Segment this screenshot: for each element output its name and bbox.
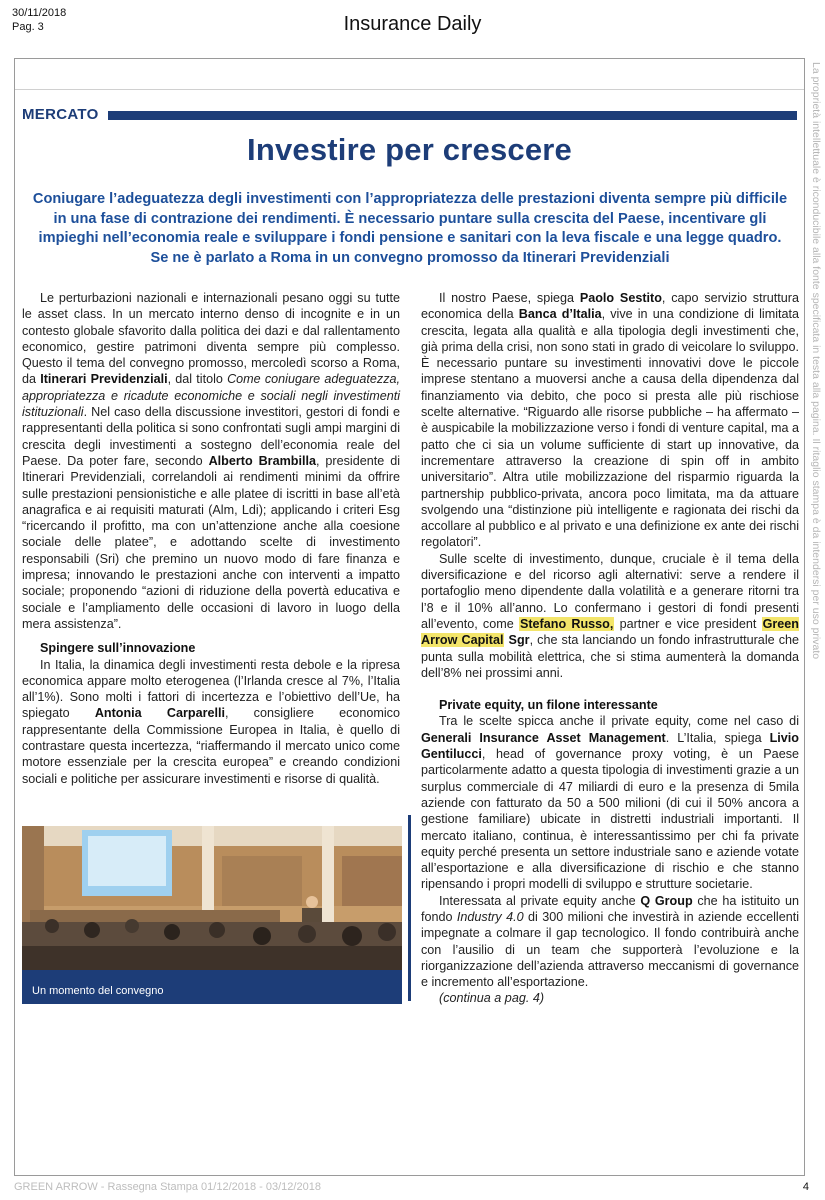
person-name: Alberto Brambilla [208,453,316,468]
article-lead: Coniugare l’adeguatezza degli investimenti con l’appropriatezza delle prestazioni diventa sempre più difficile in una fase di contrazione dei rendimenti. È necessario puntare sulla crescita del Paese, incentivare gli impieghi nell’economia reale e sviluppare i fondi pensione e sanitari con la leva fiscale e una legge quadro. Se ne è parlato a Roma in un convegno promosso da Itinerari Previdenziali [32,191,788,266]
person-name: Antonia Carparelli [94,706,225,721]
text-run: , vive in una condizione di limitata crescita, legata alla qualità e alla tipologia degli investimenti che, già prima della crisi, non sono stati in grado di veicolare lo sviluppo. È necessario puntare su investimenti innovativi dove le piccole imprese stentano a muoversi anche a causa della dipendenza dal finanziamento via debito, che poco si presta alle più rischiose scelte alternative. “Riguardo alle risorse pubbliche – ha affermato – è auspicabile la mobilizzazione verso i fondi di venture capital, ma a patto che ci sia un volume sufficiente di start up innovative, da incrementare attraverso la creazione di spin off in ambito universitario”. Altra utile mobilizzazione del risparmio riguarda la partnership pubblico-privata, ancora poco limitata, ma da attuare svolgendo una “distinzione più intelligente e ragionata dei rischi da accollare al pubblico e al privato e una definizione ex ante dei rischi regolatori”. [421,307,800,550]
text-run: , presidente di Itinerari Previdenziali, correlandoli ai rendimenti minimi da offrire sulle prestazioni pensionistiche e alle platee di iscritti in base all’età anagrafica e ai requisiti maturati (Alm, Ldi); applicando i criteri Esg “ricercando il profitto, ma con un’attenzione anche alla coesione sociale delle platee”, e adottando scelte di investimento responsabili (Sri) che premino un nuovo modo di fare finanza e impresa; innovando le prestazioni anche con interventi a impatto sociale; proponendo “azioni di riduzione della povertà educativa e sociale e l’ampliamento delle occasioni di lavoro in luogo della mera assistenza”. [22,453,400,631]
frame-top-rule [15,89,804,90]
clipping-date: 30/11/2018 [12,7,67,19]
section-label: MERCATO [22,106,99,123]
event-title: Come coniugare adeguatezza, appropriatezza e ricadute economiche e sociali negli investimenti istituzionali [22,372,400,420]
text-run: Sulle scelte di investimento, dunque, cruciale è il tema della diversificazione e del ricorso agli alternativi: serve a rendere il portafoglio meno dipendente dalla volatilità e a generare ritorni tra l’8 e il 10% all’anno. Lo confermano i gestori di fondi presenti all’evento, come [421,551,799,631]
conference-photo [22,826,402,970]
paragraph [22,290,400,632]
highlighted-org-name: Green Arrow Capital [421,616,799,648]
org-name: Generali Insurance Asset Management [421,730,666,745]
text-run: Interessata al private equity anche [439,893,641,908]
org-name-suffix: Sgr [504,633,530,648]
text-run: Tra le scelte spicca anche il private equity, come nel caso di [439,714,799,729]
copyright-side-note: La proprietà intellettuale è riconducibile alla fonte specificata in testa alla pagina. Il ritaglio stampa è da intendersi per uso privato [810,62,822,660]
photo-caption: Un momento del convegno [22,970,402,1004]
org-name: Q Group [640,893,693,908]
right-column [421,290,799,1007]
org-name: Itinerari Previdenziali [40,372,168,387]
text-run: Il nostro Paese, spiega [439,291,580,305]
continuation-note [421,990,799,1006]
clipping-page: Pag. 3 [12,21,44,33]
text-run: partner e vice president [614,616,762,631]
text-run: , consigliere economico rappresentante della Commissione Europea in Italia, è quello di contrastare questa incertezza, “riaffermando il mercato unico come motore essenziale per la crescita europea” e creando condizioni sociali e politiche per assicurare investimenti e risorse di qualità. [22,706,400,786]
highlighted-person-name: Stefano Russo, [519,616,614,631]
paragraph [421,713,799,892]
paragraph [421,551,799,681]
paragraph [421,893,799,991]
text-run: , dal titolo [167,372,228,387]
publication-name: Insurance Daily [343,13,482,35]
fund-name: Industry 4.0 [456,909,524,924]
paragraph [22,657,400,787]
text-run: , capo servizio struttura economica della [421,291,799,322]
subheading: Private equity, un filone interessante [439,698,658,713]
conference-photo-illustration [22,826,402,970]
column-divider [408,815,411,1001]
paragraph [421,290,799,551]
text-run: Le perturbazioni nazionali e internazionali pesano oggi su tutte le asset class. In un mercato interno denso di incognite e in un contesto globale sfavorito dalla politica dei dazi e dal rallentamento economico, gestire patrimoni diventa sempre più complesso. Questo il tema del convegno promosso, mercoledì scorso a Roma, da [22,291,400,387]
text-run: . L’Italia, spiega [665,730,770,745]
section-rule [108,111,797,120]
person-name: Livio Gentilucci [421,730,799,762]
left-column [22,290,400,787]
text-run: , head of governance proxy voting, è un Paese particolarmente adatto a questa tipologia di investimenti grazie a un surplus commerciale di 47 miliardi di euro e la presenza di 5mila aziende con fatturato da 50 a 500 milioni (di cui il 50% ancora a gestione familiare) ubicate in distretti industriali importanti. Il mercato italiano, continua, è interessantissimo per chi fa private equity perché presenta un settore industriale sano e aziende votate all’esportazione e alla diversificazione di rischio e che stanno ripensando i propri modelli di sviluppo e strutture societarie. [421,747,799,892]
continued-text: (continua a pag. 4) [439,991,545,1006]
text-run: . Nel caso della discussione investitori, gestori di fondi e rappresentanti della politica si sono confrontati sugli ampi margini di crescita degli investimenti a sostegno dell’economia reale del Paese. Da poter fare, secondo [22,405,400,468]
article-headline: Investire per crescere [247,132,572,167]
press-review-footer: GREEN ARROW - Rassegna Stampa 01/12/2018 - 03/12/2018 [14,1181,321,1193]
subheading: Spingere sull’innovazione [40,641,196,656]
text-run: di 300 milioni che investirà in aziende eccellenti impegnate a colmare il gap tecnologico. Il fondo contribuirà anche con l’ausilio di un team che supporterà l’evoluzione e la riorganizzazione dell’azienda attraverso meccanismi di governance e incremento all’esportazione. [421,909,799,990]
person-name: Paolo Sestito [579,291,662,305]
text-run: che ha istituito un fondo [421,893,799,924]
page-number: 4 [802,1181,809,1193]
text-run: , che sta lanciando un fondo infrastrutturale che punta sulla mobilità elettrica, che si stima aumenterà la domanda dell’8% nei prossimi anni. [421,633,800,680]
org-name: Banca d’Italia [518,307,602,322]
text-run: In Italia, la dinamica degli investimenti resta debole e la ripresa economica appare molto eterogenea (l’Irlanda cresce al 7%, l’Italia all’1%). Sono molti i fattori di incertezza e l’obiettivo dell’Ue, ha spiegato [22,657,400,721]
